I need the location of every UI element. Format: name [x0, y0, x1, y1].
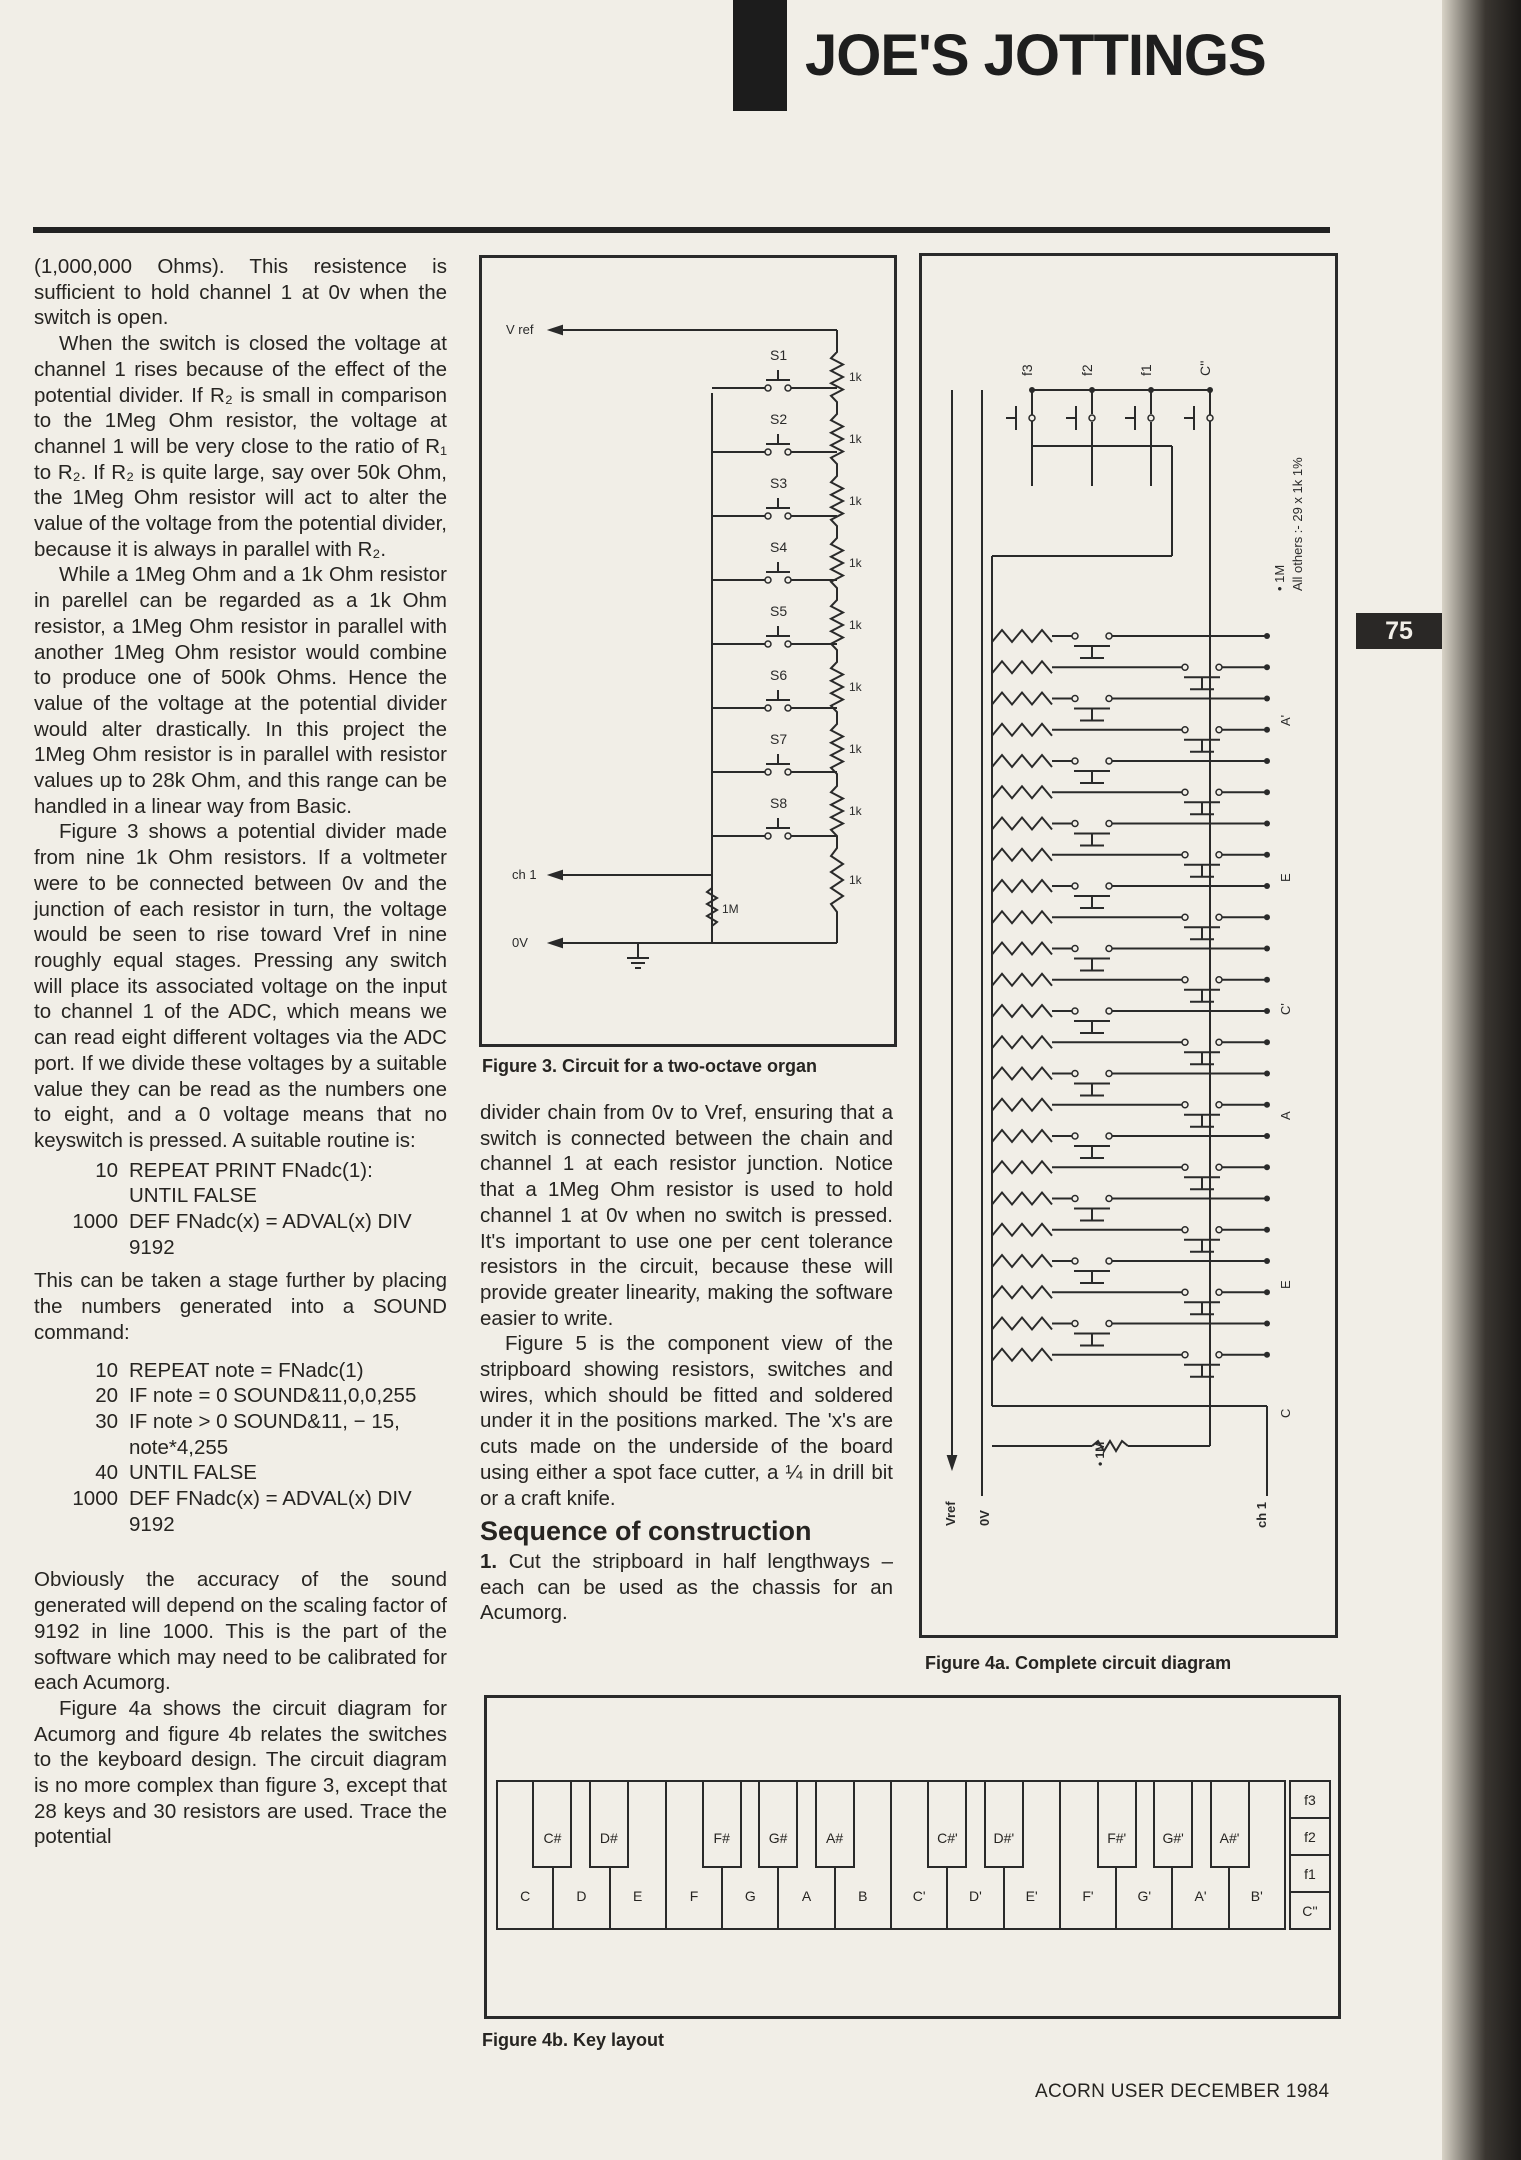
- ladder-stage: [992, 1130, 1270, 1158]
- resistor-label: 1k: [849, 804, 862, 818]
- switch-label: S7: [770, 731, 788, 747]
- ladder-stage: [992, 974, 1270, 1002]
- black-key-label: G#': [1162, 1830, 1184, 1846]
- code-line-text: REPEAT PRINT FNadc(1):: [129, 1158, 373, 1182]
- col1-paragraph-1: (1,000,000 Ohms). This resistence is sufficient to hold channel 1 at 0v when the switch is open.: [34, 255, 447, 330]
- white-key-label: E: [633, 1888, 643, 1904]
- side-label-c2: C': [1278, 1003, 1293, 1015]
- white-key-label: A': [1194, 1888, 1207, 1904]
- resistor-label: 1k: [849, 742, 862, 756]
- bottom-label-vref: Vref: [943, 1501, 958, 1526]
- keyboard: [496, 1780, 1331, 1930]
- switch-label: S3: [770, 475, 788, 491]
- section-heading: Sequence of construction: [480, 1516, 812, 1547]
- black-key-label: F#: [713, 1830, 730, 1846]
- black-key-label: F#': [1107, 1830, 1127, 1846]
- top-switch-1: [1066, 387, 1095, 486]
- ladder-stage: [992, 1286, 1270, 1314]
- white-key-label: D': [968, 1888, 982, 1904]
- ladder-stage: [992, 1349, 1270, 1377]
- black-key-label: C#: [543, 1830, 562, 1846]
- white-key-label: C': [912, 1888, 926, 1904]
- black-key-label: A#: [826, 1830, 844, 1846]
- figure-3-caption: Figure 3. Circuit for a two-octave organ: [482, 1056, 818, 1076]
- white-key-label: G: [744, 1888, 756, 1904]
- code-line-text: UNTIL FALSE: [129, 1461, 257, 1485]
- figure-4a-ladder: [992, 630, 1270, 1377]
- switch-label: S4: [770, 539, 788, 555]
- ladder-stage: [992, 630, 1270, 658]
- black-key-label: A#': [1219, 1830, 1240, 1846]
- resistor-label: 1k: [849, 494, 862, 508]
- black-key: [532, 1780, 572, 1868]
- switch-label: S5: [770, 603, 788, 619]
- black-key-label: G#: [768, 1830, 788, 1846]
- side-label-e2: E: [1278, 873, 1293, 882]
- resistor-label: 1k: [849, 432, 862, 446]
- ladder-stage: [992, 818, 1270, 846]
- code-line-text: DEF FNadc(x) = ADVAL(x) DIV: [129, 1487, 412, 1511]
- code-line-number: 10: [95, 1358, 118, 1382]
- code-line-continuation: UNTIL FALSE: [129, 1184, 257, 1208]
- white-key-label: B': [1250, 1888, 1263, 1904]
- white-key-label: D: [576, 1888, 587, 1904]
- page-title: JOE'S JOTTINGS: [805, 23, 1266, 88]
- figure-3-box: [479, 255, 897, 1047]
- side-label-c: C: [1278, 1408, 1293, 1418]
- col2-paragraph-1: divider chain from 0v to Vref, ensuring that a switch is connected between the chain and channel 1 at each resistor junction. Notice that a 1Meg Ohm resistor is used to hold channel 1 at 0v when no switch is pressed. It's important to use one per cent tolerance resistors in the circuit, because these will provide greater linearity, making the software easier to write.: [480, 1101, 893, 1330]
- ladder-stage: [992, 1193, 1270, 1221]
- switch-s5: [712, 603, 837, 647]
- top-label-c2: C'': [1197, 360, 1213, 376]
- ladder-stage: [992, 1068, 1270, 1096]
- figure-4a-circuit: [922, 256, 1335, 1635]
- ladder-stage: [992, 1099, 1270, 1127]
- resistor-label: 1k: [849, 618, 862, 632]
- code-line-number: 30: [95, 1409, 118, 1433]
- ladder-stage: [992, 1036, 1270, 1064]
- vref-label: V ref: [506, 322, 534, 337]
- column-2: [480, 1100, 893, 1626]
- ladder-stage: [992, 1161, 1270, 1189]
- switch-label: S6: [770, 667, 788, 683]
- ladder-stage: [992, 880, 1270, 908]
- legend-others: All others :- 29 x 1k 1%: [1290, 457, 1305, 591]
- code-line-text: IF note > 0 SOUND&11, − 15,: [129, 1409, 400, 1433]
- switch-label: S2: [770, 411, 788, 427]
- ov-label: 0V: [512, 935, 528, 950]
- ladder-stage: [992, 661, 1270, 689]
- switch-label: S1: [770, 347, 788, 363]
- top-label-f3: f3: [1019, 364, 1035, 376]
- side-label-e: E: [1278, 1280, 1293, 1289]
- code-line-continuation: note*4,255: [129, 1435, 229, 1459]
- code-line-text: REPEAT note = FNadc(1): [129, 1358, 364, 1382]
- ladder-stage: [992, 911, 1270, 939]
- page-number: 75: [1385, 617, 1413, 645]
- ladder-stage: [992, 943, 1270, 971]
- white-key-label: G': [1137, 1888, 1152, 1904]
- switch-s4: [712, 539, 837, 583]
- top-switch-3: [1184, 387, 1213, 486]
- white-key-label: E': [1025, 1888, 1038, 1904]
- bottom-label-ch1: ch 1: [1254, 1501, 1269, 1528]
- figure-4b-box: [484, 1695, 1341, 2019]
- ladder-stage: [992, 1318, 1270, 1346]
- code-listing-1: [34, 1158, 447, 1261]
- header-black-bar: [733, 0, 787, 111]
- black-key: [1153, 1780, 1193, 1868]
- extra-key: f3: [1304, 1791, 1316, 1808]
- ladder-stage: [992, 693, 1270, 721]
- page-footer: ACORN USER DECEMBER 1984: [1035, 2081, 1330, 2102]
- code-line-number: 40: [95, 1461, 118, 1485]
- figure-4b-caption: Figure 4b. Key layout: [482, 2030, 665, 2050]
- black-key: [815, 1780, 855, 1868]
- step-number: 1.: [480, 1549, 498, 1573]
- switch-label: S8: [770, 795, 788, 811]
- switch-s1: [712, 347, 837, 391]
- code-line-text: IF note = 0 SOUND&11,0,0,255: [129, 1384, 417, 1408]
- resistor-label: 1k: [849, 556, 862, 570]
- column-1: [34, 254, 447, 1850]
- ladder-stage: [992, 1224, 1270, 1252]
- black-key: [1210, 1780, 1250, 1868]
- black-key: [984, 1780, 1024, 1868]
- col2-paragraph-2: Figure 5 is the component view of the stripboard showing resistors, switches and wires, which should be fitted and soldered under it in the positions marked. The 'x's are cuts made on the underside of the board using either a spot face cutter, a ¼ in drill bit or a craft knife.: [480, 1332, 893, 1510]
- side-label-a: A: [1278, 1111, 1293, 1120]
- code-line-text: DEF FNadc(x) = ADVAL(x) DIV: [129, 1210, 412, 1234]
- pulldown-label-4a: • 1M: [1093, 1441, 1107, 1466]
- code-line-number: 10: [95, 1158, 118, 1182]
- switch-s6: [712, 667, 837, 711]
- construction-step-1: [480, 1549, 893, 1626]
- black-key-label: D#': [993, 1830, 1015, 1846]
- code-line-number: 1000: [72, 1210, 118, 1234]
- ladder-stage: [992, 724, 1270, 752]
- code-line-continuation: 9192: [129, 1512, 175, 1536]
- black-key: [1097, 1780, 1137, 1868]
- white-key-label: F: [689, 1888, 699, 1904]
- top-switch-0: [1006, 387, 1035, 486]
- code-listing-2: [34, 1358, 447, 1538]
- ladder-stage: [992, 849, 1270, 877]
- ladder-stage: [992, 1255, 1270, 1283]
- extra-key-column: [1289, 1780, 1331, 1930]
- top-label-f2: f2: [1079, 364, 1095, 376]
- pulldown-label: 1M: [722, 902, 739, 916]
- code-line-continuation: 9192: [129, 1235, 175, 1259]
- black-key-label: C#': [937, 1830, 958, 1846]
- black-key: [702, 1780, 742, 1868]
- extra-key: f2: [1291, 1817, 1329, 1854]
- switch-s8: [712, 795, 837, 839]
- col1-paragraph-4: Figure 3 shows a potential divider made from nine 1k Ohm resistors. If a voltmeter were to be connected between 0v and the junction of each resistor in turn, the voltage would be seen to rise toward Vref in nine roughly equal stages. Pressing any switch will place its associated voltage on the input to channel 1 of the ADC, which means we can read eight different voltages via the ADC port. If we divide these voltages by a suitable value they can be read as the numbers one to eight, and a 0 voltage means that no keyswitch is pressed. A suitable routine is:: [34, 820, 447, 1152]
- legend-1m: • 1M: [1272, 564, 1287, 591]
- extra-key: f1: [1291, 1854, 1329, 1891]
- top-switch-2: [1125, 387, 1154, 486]
- page-edge-shadow: [1442, 0, 1521, 2160]
- switch-s7: [712, 731, 837, 775]
- top-label-f1: f1: [1138, 364, 1154, 376]
- black-key: [758, 1780, 798, 1868]
- figure-4a-caption: Figure 4a. Complete circuit diagram: [925, 1653, 1232, 1673]
- bottom-label-0v: 0V: [977, 1510, 992, 1526]
- col1-paragraph-7: Figure 4a shows the circuit diagram for Acumorg and figure 4b relates the switches to the keyboard design. The circuit diagram is no more complex than figure 3, except that 28 keys and 30 resistors are used. Trace the potential: [34, 1696, 447, 1849]
- header-rule: [33, 227, 1330, 233]
- resistor-label: 1k: [849, 873, 862, 887]
- ladder-stage: [992, 1005, 1270, 1033]
- ladder-stage: [992, 786, 1270, 814]
- white-key-label: A: [801, 1888, 812, 1904]
- switch-s2: [712, 411, 837, 455]
- black-key: [927, 1780, 967, 1868]
- switch-s3: [712, 475, 837, 519]
- figure-3-circuit: [482, 258, 894, 1044]
- code-line-number: 20: [95, 1384, 118, 1408]
- white-key-label: F': [1082, 1888, 1094, 1904]
- ladder-stage: [992, 755, 1270, 783]
- step-text: Cut the stripboard in half lengthways – each can be used as the chassis for an Acumorg.: [480, 1549, 893, 1625]
- side-label-a2: A': [1278, 714, 1293, 726]
- col1-paragraph-3: While a 1Meg Ohm and a 1k Ohm resistor in parellel can be regarded as a 1k Ohm resistor, a 1Meg Ohm resistor in parallel with another 1Meg Ohm resistor would combine to produce one of 500k Ohms. Hence the value of the voltage at the potential divider would alter drastically. In this project the 1Meg Ohm resistor is in parallel with resistor values up to 28k Ohm, and this range can be handled in a linear way from Basic.: [34, 563, 447, 818]
- col1-paragraph-5: This can be taken a stage further by placing the numbers generated into a SOUND command:: [34, 1269, 447, 1344]
- col1-paragraph-6: Obviously the accuracy of the sound generated will depend on the scaling factor of 9192 in line 1000. This is the part of the software which may need to be calibrated for each Acumorg.: [34, 1568, 447, 1695]
- ch1-label: ch 1: [512, 867, 537, 882]
- page-number-tab: [1356, 613, 1442, 649]
- resistor-label: 1k: [849, 680, 862, 694]
- black-key-row: [496, 1780, 1286, 1870]
- figure-4a-top-switches: [1006, 387, 1213, 486]
- black-key-label: D#: [599, 1830, 618, 1846]
- col1-paragraph-2: When the switch is closed the voltage at channel 1 rises because of the effect of the potential divider. If R₂ is small in comparison to the 1Meg Ohm resistor, the voltage at channel 1 will be very close to the ratio of R₁ to R₂. If R₂ is quite large, say over 50k Ohm, the 1Meg Ohm resistor will act to alter the value of the voltage from the potential divider, because it is always in parallel with R₂.: [34, 332, 447, 561]
- extra-key: C'': [1291, 1891, 1329, 1928]
- code-line-number: 1000: [72, 1487, 118, 1511]
- resistor-label: 1k: [849, 370, 862, 384]
- white-key-label: B: [858, 1888, 868, 1904]
- black-key: [589, 1780, 629, 1868]
- white-key-label: C: [520, 1888, 531, 1904]
- figure-4a-box: [919, 253, 1338, 1638]
